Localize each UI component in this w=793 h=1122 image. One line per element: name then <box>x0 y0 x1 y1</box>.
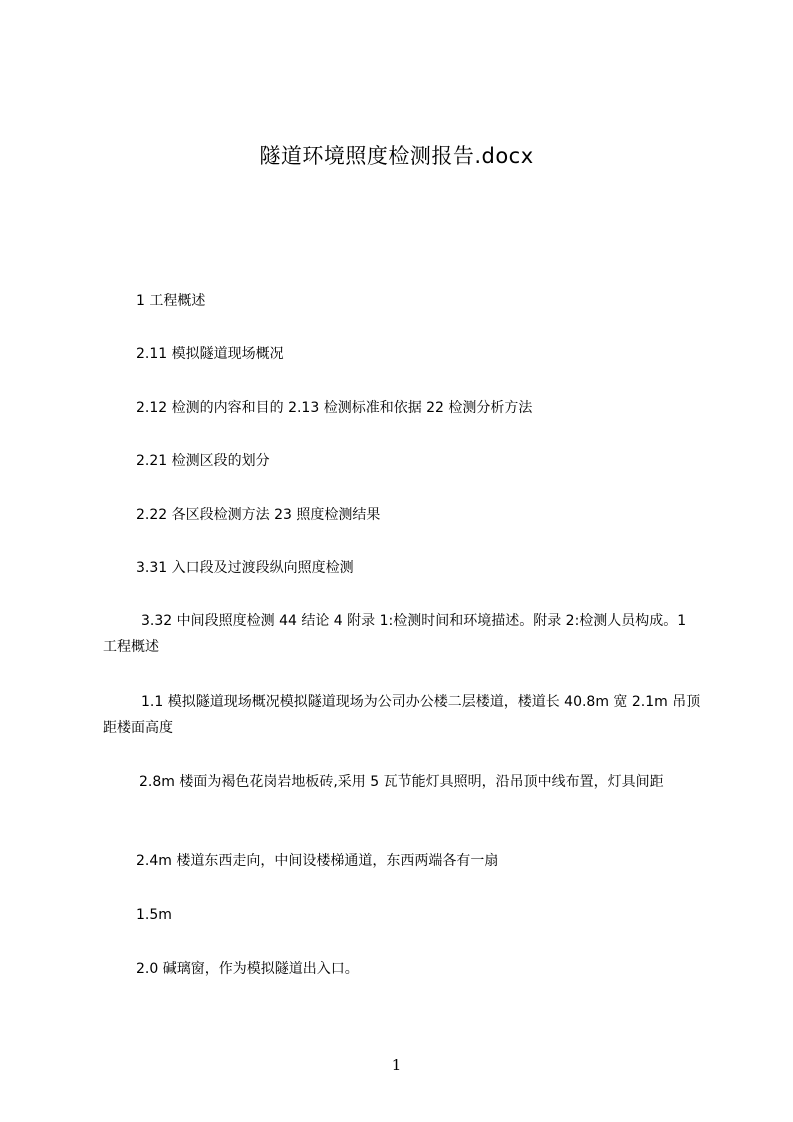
paragraph-corridor-direction: 2.4m 楼道东西走向，中间设楼梯通道，东西两端各有一扇 <box>136 853 499 869</box>
paragraph-site-description: 1.1 模拟隧道现场概况模拟隧道现场为公司办公楼二层楼道，楼道长 40.8m 宽 2.1m 吊顶距楼面高度 <box>103 694 701 736</box>
paragraph-overview: 1 工程概述 <box>136 293 206 309</box>
paragraph-content-purpose: 2.12 检测的内容和目的 2.13 检测标准和依据 22 检测分析方法 <box>136 400 533 416</box>
paragraph-window-size: 1.5m <box>136 907 172 923</box>
paragraph-window-description: 2.0 碱璃窗，作为模拟隧道出入口。 <box>136 961 359 977</box>
paragraph-floor-lighting: 2.8m 楼面为褐色花岗岩地板砖,采用 5 瓦节能灯具照明，沿吊顶中线布置，灯具间距 <box>139 774 664 790</box>
paragraph-entrance-detection: 3.31 入口段及过渡段纵向照度检测 <box>136 560 354 576</box>
paragraph-section-division: 2.21 检测区段的划分 <box>136 453 270 469</box>
document-title: 隧道环境照度检测报告.docx <box>259 144 534 168</box>
paragraph-section-methods: 2.22 各区段检测方法 23 照度检测结果 <box>136 507 381 523</box>
page-number: 1 <box>391 1056 402 1074</box>
paragraph-middle-section: 3.32 中间段照度检测 44 结论 4 附录 1:检测时间和环境描述。附录 2:检测人员构成。1 工程概述 <box>103 613 687 655</box>
paragraph-site-overview: 2.11 模拟隧道现场概况 <box>136 346 284 362</box>
